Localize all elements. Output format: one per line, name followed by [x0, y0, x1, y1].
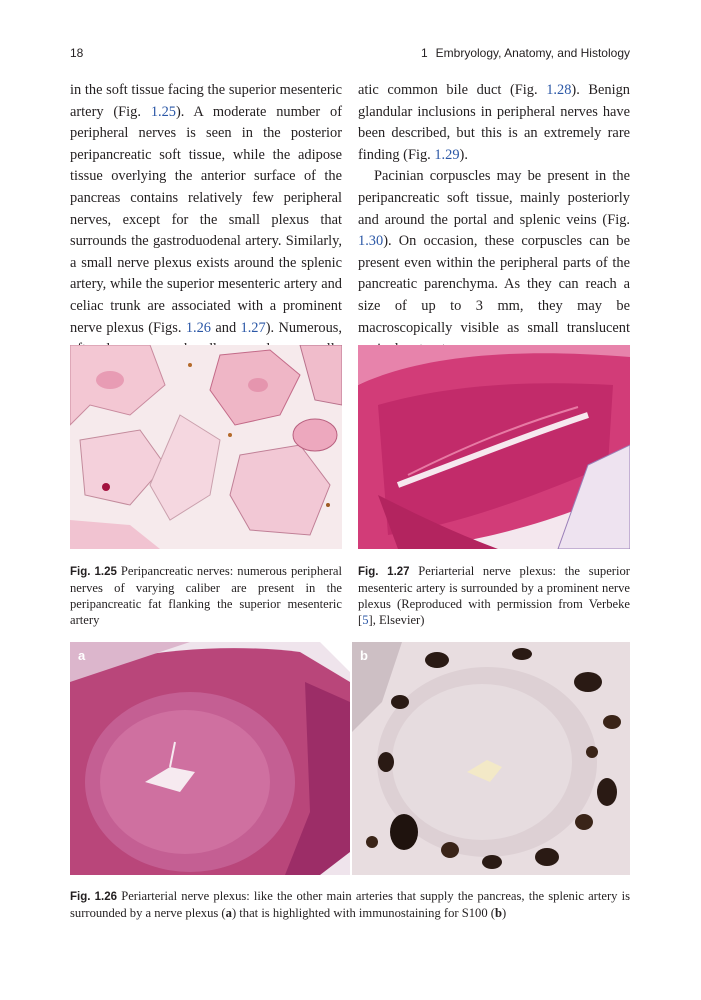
figure-label: Fig. 1.26	[70, 891, 118, 903]
page-number: 18	[70, 46, 84, 60]
figure-1-25-micrograph	[70, 345, 342, 549]
panel-label: a	[78, 648, 86, 663]
figure-1-26-caption: Fig. 1.26 Periarterial nerve plexus: like the other main arteries that supply the pancreas, the splenic artery is surrounded by a nerve plexus (a) that is highlighted with immunostaining for S100 (b)	[70, 889, 630, 920]
figure-reference-link[interactable]: 1.25	[150, 103, 176, 120]
running-head	[421, 46, 630, 60]
citation-link[interactable]: 5	[362, 613, 369, 627]
figure-reference-link[interactable]: 1.29	[434, 146, 460, 163]
figure-1-25-caption: Fig. 1.25 Peripancreatic nerves: numerous peripheral nerves of varying caliber are present in the peripancreatic fat flanking the superior mesenteric artery	[70, 564, 342, 627]
figure-1-26b-micrograph	[352, 642, 630, 875]
body-column-right	[358, 80, 630, 361]
figure-1-26a-micrograph	[70, 642, 350, 875]
paragraph: Pacinian corpuscles may be present in the peripancreatic soft tissue, mainly posteriorly and around the portal and splenic veins (Fig. 1.30). On occasion, these corpuscles can be present even within the peripheral parts of the pancreatic parenchyma. As they can reach a size of up to 3 mm, they may be macroscopically visible as small translucent	[358, 168, 630, 336]
figure-1-27-micrograph	[358, 345, 630, 549]
figure-label: Fig. 1.25	[70, 566, 117, 578]
panel-label: b	[360, 648, 368, 663]
figure-label: Fig. 1.27	[358, 566, 410, 578]
figure-reference-link[interactable]: 1.27	[240, 319, 266, 336]
paragraph: in the soft tissue facing the superior mesenteric artery (Fig. 1.25). A moderate number of peripheral nerves is seen in the posterior peripancreatic soft tissue, while the adipose tissue overlying the anterior surface of the pancreas contains relatively few peripheral nerves, except for the small plexus that surrounds the gastroduodenal artery. Similarly, a small nerve plexus exists around the splenic artery, while the superior mesenteric artery and celiac trunk are associated with a prominent nerve plexus (Figs. 1.26 and 1.27). Numerous,	[70, 82, 342, 336]
body-column-left	[70, 80, 342, 382]
paragraph: atic common bile duct (Fig. 1.28). Benign glandular inclusions in peripheral nerves have been described, but this is an extremely rare finding (Fig. 1.29).	[358, 82, 630, 163]
figure-reference-link[interactable]: 1.26	[185, 319, 211, 336]
figure-reference-link[interactable]: 1.30	[358, 233, 384, 250]
chapter-number: 1	[420, 46, 428, 60]
figure-reference-link[interactable]: 1.28	[546, 82, 572, 98]
running-header	[70, 46, 630, 62]
figure-1-27-caption: Fig. 1.27 Periarterial nerve plexus: the superior mesenteric artery is surrounded by a prominent nerve plexus (Reproduced with permission from Verbeke [5], Elsevier)	[358, 564, 630, 627]
chapter-title: Embryology, Anatomy, and Histology	[435, 46, 630, 60]
